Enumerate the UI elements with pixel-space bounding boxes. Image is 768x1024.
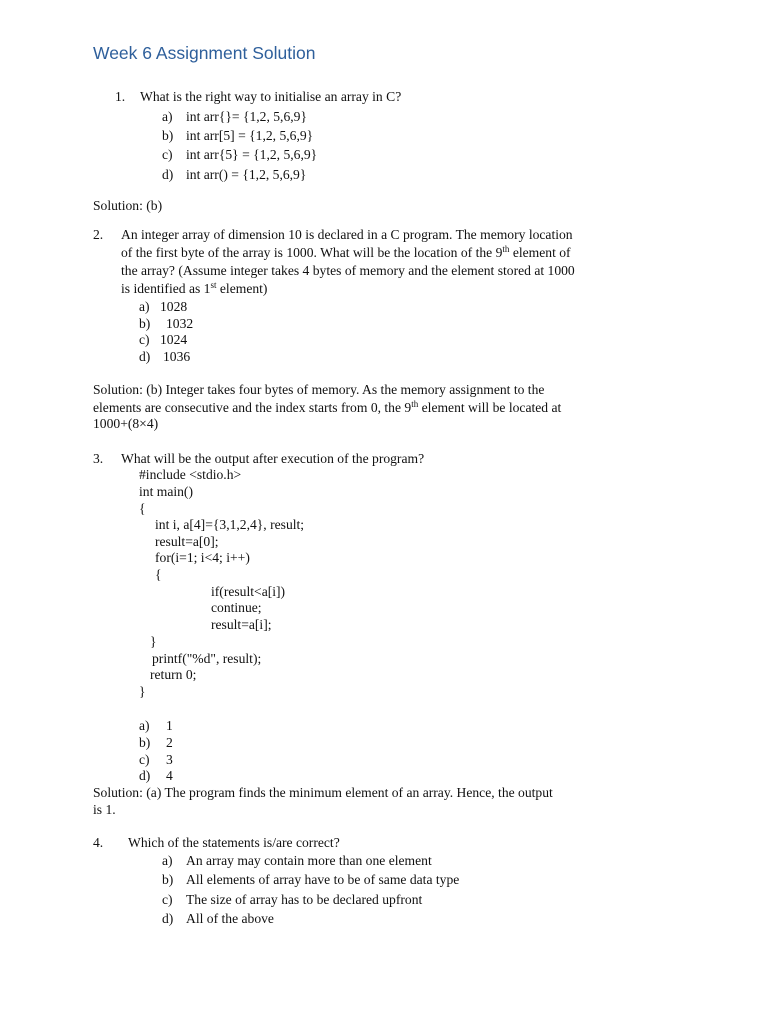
q3-number: 3. [93,451,104,466]
q1-option-text: int arr{}= {1,2, 5,6,9} [186,109,307,124]
code-line: printf("%d", result); [152,651,262,666]
q2-option-letter: a) [139,299,150,314]
q3-option-letter: c) [139,752,150,767]
q3-option-letter: a) [139,718,150,733]
code-line: int i, a[4]={3,1,2,4}, result; [155,517,305,532]
q3-option-letter: d) [139,768,151,783]
code-line: continue; [211,600,262,615]
q2-option-text: 1024 [160,332,188,347]
q3-option-text: 3 [166,752,173,767]
q1-option-text: int arr{5} = {1,2, 5,6,9} [186,147,318,162]
code-line: } [150,634,157,649]
q2-question-line2: of the first byte of the array is 1000. What will be the location of the 9th element of [121,244,571,260]
q2-option-text: 1036 [163,349,191,364]
q1-option-letter: b) [162,128,174,143]
q2-question-line4: is identified as 1st element) [121,280,268,296]
q2-solution-line2: elements are consecutive and the index starts from 0, the 9th element will be located at [93,399,562,415]
q4-number: 4. [93,835,104,850]
q1-solution: Solution: (b) [93,198,163,213]
q4-option-text: An array may contain more than one element [186,853,432,868]
q2-solution-line3: 1000+(8×4) [93,416,159,431]
q3-option-letter: b) [139,735,151,750]
q3-question: What will be the output after execution of the program? [121,451,425,466]
code-line: return 0; [150,667,197,682]
page-title: Week 6 Assignment Solution [93,43,316,63]
code-line: result=a[0]; [155,534,219,549]
q2-solution-line1: Solution: (b) Integer takes four bytes of memory. As the memory assignment to the [93,382,545,397]
code-line: result=a[i]; [211,617,272,632]
q2-option-letter: c) [139,332,150,347]
q1-option-letter: c) [162,147,173,162]
q4-option-letter: c) [162,892,173,907]
q1-option-text: int arr() = {1,2, 5,6,9} [186,167,307,182]
q3-option-text: 2 [166,735,173,750]
q1-option-text: int arr[5] = {1,2, 5,6,9} [186,128,314,143]
code-line: { [139,501,146,516]
code-line: } [139,684,146,699]
q3-solution-line1: Solution: (a) The program finds the minimum element of an array. Hence, the output [93,785,553,800]
q1-option-letter: a) [162,109,173,124]
q4-option-text: The size of array has to be declared upfront [186,892,423,907]
q3-option-text: 4 [166,768,173,783]
q2-number: 2. [93,227,104,242]
q4-option-letter: a) [162,853,173,868]
q4-option-letter: d) [162,911,174,926]
q4-option-text: All elements of array have to be of same data type [186,872,460,887]
q2-question-line1: An integer array of dimension 10 is declared in a C program. The memory location [121,227,573,242]
code-line: if(result<a[i]) [211,584,286,599]
q4-option-text: All of the above [186,911,274,926]
q2-option-text: 1032 [166,316,194,331]
q4-question: Which of the statements is/are correct? [128,835,340,850]
q2-option-letter: d) [139,349,151,364]
code-line: #include <stdio.h> [139,467,242,482]
q1-question: What is the right way to initialise an array in C? [140,89,402,104]
q3-option-text: 1 [166,718,173,733]
code-line: { [155,567,162,582]
q2-question-line3: the array? (Assume integer takes 4 bytes of memory and the element stored at 1000 [121,263,575,278]
q2-option-letter: b) [139,316,151,331]
q2-option-text: 1028 [160,299,188,314]
q3-solution-line2: is 1. [93,802,116,817]
code-line: for(i=1; i<4; i++) [155,550,250,565]
q1-number: 1. [115,89,126,104]
code-line: int main() [139,484,193,499]
q1-option-letter: d) [162,167,174,182]
q4-option-letter: b) [162,872,174,887]
